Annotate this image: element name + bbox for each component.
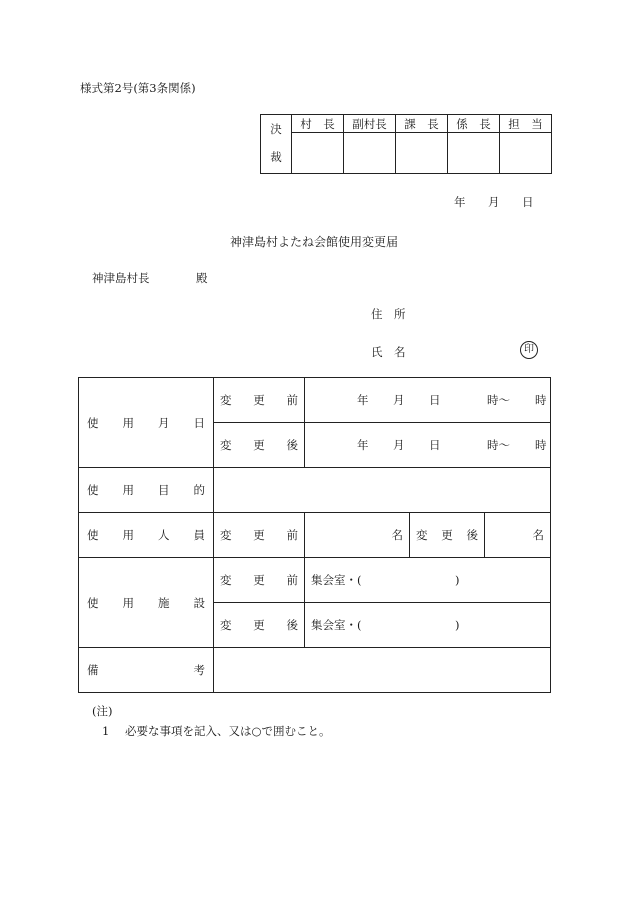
label-char: 設: [193, 595, 205, 610]
usage-date-after-field[interactable]: [305, 423, 551, 468]
usage-date-label-cell: [79, 378, 214, 468]
label-char: 的: [193, 483, 205, 497]
approval-table: [260, 114, 552, 174]
date-day-label: 日: [522, 195, 534, 209]
kessai-char-1: 決: [270, 122, 282, 137]
addressee-suffix: 殿: [196, 271, 208, 285]
document-title: 神津島村よたね会館使用変更届: [230, 235, 399, 249]
facility-suffix: ): [455, 573, 460, 587]
label-char: 用: [122, 483, 134, 497]
label-char: 員: [193, 528, 205, 542]
label-char: 変: [220, 618, 232, 632]
facility-prefix: 集会室・(: [311, 573, 362, 587]
label-char: 目: [158, 483, 170, 497]
time-to-label: 時: [535, 438, 547, 452]
seal-char: 印: [524, 344, 534, 355]
role-subsection-chief: 係 長: [448, 115, 500, 133]
people-unit-label: 名: [391, 528, 403, 542]
label-char: 変: [220, 573, 232, 587]
usage-date-after-label: [214, 423, 305, 468]
role-staff: 担 当: [500, 115, 552, 133]
date-month-label: 月: [488, 195, 500, 209]
label-char: 備: [87, 663, 99, 677]
label-char: 用: [122, 528, 134, 542]
label-char: 更: [253, 528, 265, 542]
note-text: 必要な事項を記入、又は○で囲むこと。: [124, 724, 331, 738]
usage-date-before-field[interactable]: [305, 378, 551, 423]
people-label-cell: [79, 513, 214, 558]
role-mayor: 村 長: [292, 115, 344, 133]
label-char: 前: [286, 393, 298, 407]
note-item: [102, 723, 331, 739]
kessai-cell: [261, 115, 292, 174]
label-char: 更: [253, 393, 265, 407]
month-label: 月: [393, 393, 405, 407]
remarks-label-cell: [79, 648, 214, 693]
facility-after-label: [214, 603, 305, 648]
form-number: 様式第2号(第3条関係): [80, 81, 196, 95]
label-char: 後: [286, 438, 298, 452]
time-from-label: 時～: [487, 438, 510, 452]
month-label: 月: [393, 438, 405, 452]
label-char: 変: [220, 393, 232, 407]
facility-before-field[interactable]: [305, 558, 551, 603]
label-char: 使: [87, 595, 99, 610]
label-char: 使: [87, 483, 99, 497]
people-after-label: [410, 513, 485, 558]
people-before-field[interactable]: [305, 513, 410, 558]
facility-before-label: [214, 558, 305, 603]
time-from-label: 時～: [487, 393, 510, 407]
year-label: 年: [357, 438, 369, 452]
label-char: 日: [193, 415, 205, 430]
label-char: 使: [87, 415, 99, 430]
purpose-label-cell: [79, 468, 214, 513]
note-number: 1: [102, 724, 110, 738]
remarks-field[interactable]: [214, 648, 551, 693]
facility-after-field[interactable]: [305, 603, 551, 648]
label-char: 更: [441, 528, 453, 542]
stamp-vice-mayor[interactable]: [344, 133, 396, 174]
addressee-name: 神津島村長: [92, 271, 150, 285]
facility-suffix: ): [455, 618, 460, 632]
notes-heading: (注): [92, 704, 113, 718]
people-before-label: [214, 513, 305, 558]
usage-date-before-label: [214, 378, 305, 423]
label-char: 人: [158, 528, 170, 542]
stamp-subsection-chief[interactable]: [448, 133, 500, 174]
day-label: 日: [429, 393, 441, 407]
label-char: 更: [253, 618, 265, 632]
label-char: 用: [122, 595, 134, 610]
label-char: 変: [220, 528, 232, 542]
change-form-table: [78, 377, 551, 693]
stamp-section-chief[interactable]: [396, 133, 448, 174]
label-char: 前: [286, 573, 298, 587]
label-char: 使: [87, 528, 99, 542]
date-year-label: 年: [454, 195, 466, 209]
time-to-label: 時: [535, 393, 547, 407]
label-char: 月: [158, 415, 170, 430]
stamp-mayor[interactable]: [292, 133, 344, 174]
role-vice-mayor: 副村長: [344, 115, 396, 133]
year-label: 年: [357, 393, 369, 407]
label-char: 前: [286, 528, 298, 542]
label-char: 後: [286, 618, 298, 632]
label-char: 用: [122, 415, 134, 430]
address-label: 住 所: [371, 307, 406, 321]
role-section-chief: 課 長: [396, 115, 448, 133]
day-label: 日: [429, 438, 441, 452]
seal-mark: [520, 341, 538, 359]
label-char: 更: [253, 573, 265, 587]
name-label: 氏 名: [371, 345, 406, 359]
facility-label-cell: [79, 558, 214, 648]
label-char: 変: [416, 528, 428, 542]
kessai-char-2: 裁: [270, 150, 282, 164]
label-char: 変: [220, 438, 232, 452]
stamp-staff[interactable]: [500, 133, 552, 174]
people-after-field[interactable]: [485, 513, 551, 558]
label-char: 後: [466, 528, 478, 542]
purpose-field[interactable]: [214, 468, 551, 513]
facility-prefix: 集会室・(: [311, 618, 362, 632]
label-char: 考: [193, 663, 205, 677]
people-unit-label: 名: [532, 528, 544, 542]
label-char: 施: [158, 595, 170, 610]
label-char: 更: [253, 438, 265, 452]
